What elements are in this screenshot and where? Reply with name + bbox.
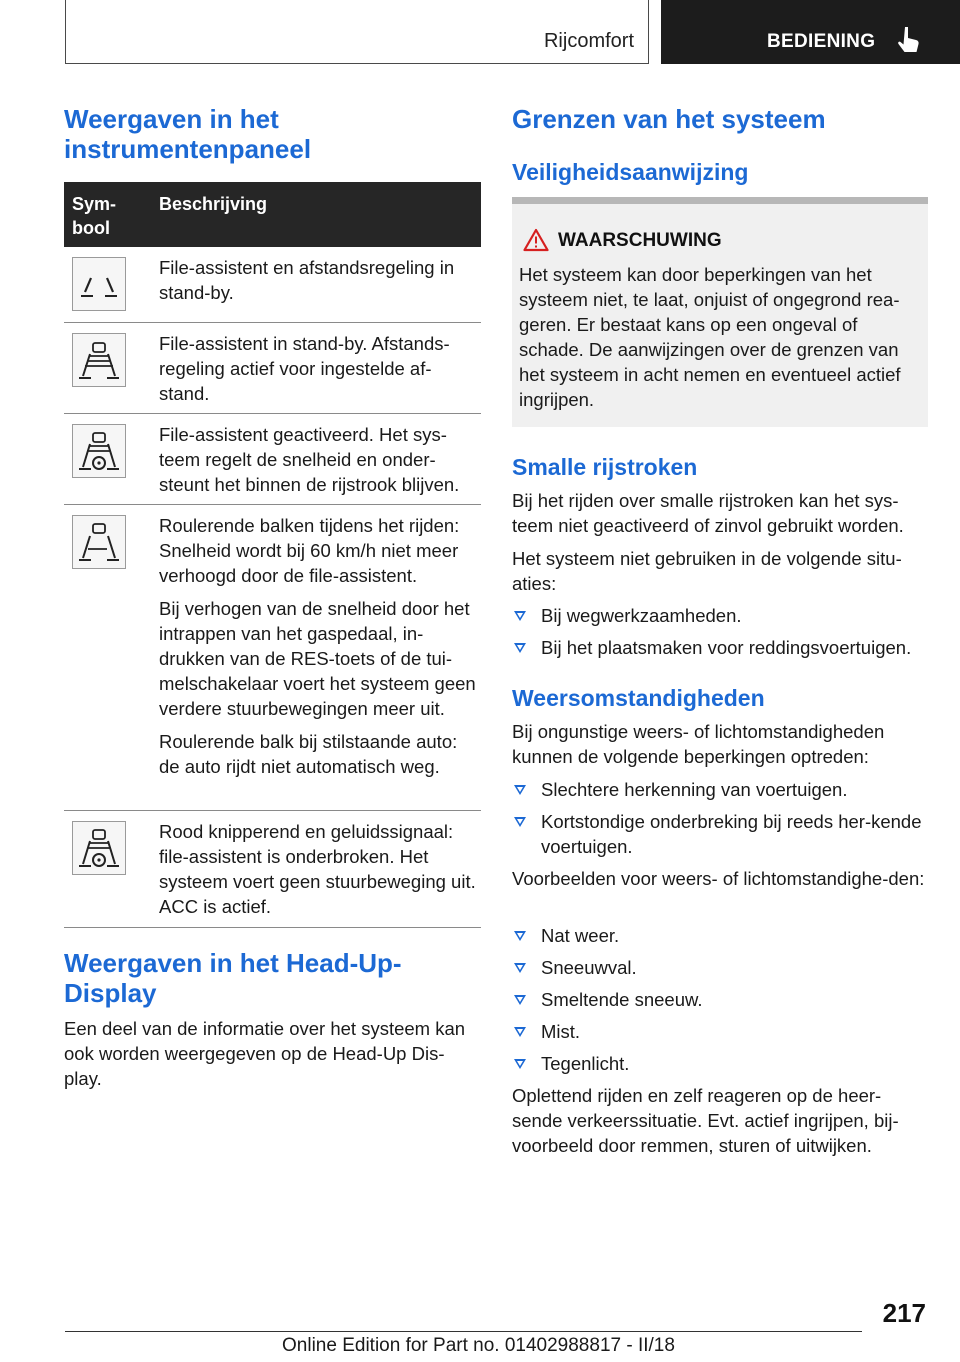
row-description: File-assistent en afstandsregeling in stand-by. xyxy=(159,257,455,303)
heading-safety-notice: Veiligheidsaanwijzing xyxy=(512,159,749,185)
car-rolling-bars-icon xyxy=(72,515,126,569)
narrow-lanes-list xyxy=(512,603,932,667)
footer-edition: Online Edition for Part no. 01402988817 - II/18 xyxy=(282,1335,675,1356)
header-chapter-title: BEDIENING xyxy=(767,31,876,52)
page-number: 217 xyxy=(882,1298,926,1328)
table-row xyxy=(64,811,481,928)
bullet-triangle-icon xyxy=(514,611,526,621)
header-chapter-box xyxy=(661,0,960,64)
footer-divider xyxy=(65,1331,862,1332)
row-description: File-assistent geactiveerd. Het sys-teem regelt de snelheid en onder-steunt het binnen de rijstrook blijven. xyxy=(159,424,460,495)
warning-title: WAARSCHUWING xyxy=(558,230,722,251)
row-description: Roulerende balk bij stilstaande auto: de auto rijdt niet automatisch weg. xyxy=(159,731,458,777)
hud-paragraph: Een deel van de informatie over het systeem kan ook worden weergegeven op de Head-Up Dis-play. xyxy=(64,1018,466,1089)
list-item: Tegenlicht. xyxy=(512,1051,932,1076)
list-item: Kortstondige onderbreking bij reeds her-kende voertuigen. xyxy=(512,809,932,859)
weather-limitations-list xyxy=(512,777,932,866)
weather-paragraph: Bij ongunstige weers- of lichtomstandigheden kunnen de volgende beperkingen optreden: xyxy=(512,721,885,767)
bullet-triangle-icon xyxy=(514,1027,526,1037)
row-description: Roulerende balken tijdens het rijden: Snelheid wordt bij 60 km/h niet meer verhoogd door de file-assistent. xyxy=(159,515,460,586)
row-description: Rood knipperend en geluidssignaal: file-assistent is onderbroken. Het systeem voert geen stuurbeweging uit. ACC is actief. xyxy=(159,821,476,917)
bullet-triangle-icon xyxy=(514,817,526,827)
bullet-triangle-icon xyxy=(514,931,526,941)
bullet-triangle-icon xyxy=(514,1059,526,1069)
driving-advice-paragraph: Oplettend rijden en zelf reageren op de heer-sende verkeerssituatie. Evt. actief ingrijpen, bij-voorbeeld door remmen, sturen of uitwijken. xyxy=(512,1085,899,1156)
narrow-lanes-paragraph: Bij het rijden over smalle rijstroken kan het sys-teem niet geactiveerd of zinvol gebruikt worden. xyxy=(512,490,904,536)
heading-head-up-display: Weergaven in het Head-Up-Display xyxy=(64,948,402,1008)
warning-text: Het systeem kan door beperkingen van het systeem niet, te laat, onjuist of ongegrond rea-geren. Er bestaat kans op een ongeval of schade. De aanwijzingen over de grenzen van het systeem in acht nemen en eventueel actief ingrijpen. xyxy=(519,264,901,410)
column-header-symbol: Sym- bool xyxy=(72,194,117,238)
bullet-triangle-icon xyxy=(514,643,526,653)
column-header-description: Beschrijving xyxy=(159,194,268,214)
header-section-box xyxy=(65,0,649,64)
list-item: Sneeuwval. xyxy=(512,955,932,980)
car-steering-active-icon xyxy=(72,424,126,478)
bullet-triangle-icon xyxy=(514,963,526,973)
list-item: Smeltende sneeuw. xyxy=(512,987,932,1012)
table-header xyxy=(64,182,481,247)
table-row xyxy=(64,414,481,505)
table-row xyxy=(64,247,481,323)
bullet-triangle-icon xyxy=(514,995,526,1005)
list-item: Nat weer. xyxy=(512,923,932,948)
list-item: Bij wegwerkzaamheden. xyxy=(512,603,932,628)
symbol-table xyxy=(64,182,481,928)
list-item: Mist. xyxy=(512,1019,932,1044)
table-row xyxy=(64,505,481,811)
warning-triangle-icon xyxy=(523,228,549,252)
header-section-title: Rijcomfort xyxy=(543,30,634,52)
weather-examples-list xyxy=(512,923,932,1083)
warning-box xyxy=(512,197,928,427)
heading-system-limits: Grenzen van het systeem xyxy=(512,104,826,134)
weather-examples-paragraph: Voorbeelden voor weers- of lichtomstandighe-den: xyxy=(512,868,925,889)
row-description: Bij verhogen van de snelheid door het intrappen van het gaspedaal, in-drukken van de RES-toets of de tui-melschakelaar voert het systeem geen verdere stuurbewegingen meer uit. xyxy=(159,598,476,719)
car-steering-interrupted-icon xyxy=(72,821,126,875)
narrow-lanes-situations-paragraph: Het systeem niet gebruiken in de volgende situ-aties: xyxy=(512,548,902,594)
row-description: File-assistent in stand-by. Afstands-regeling actief voor ingestelde af-stand. xyxy=(159,333,450,404)
list-item: Slechtere herkenning van voertuigen. xyxy=(512,777,932,802)
heading-instrument-display: Weergaven in het instrumentenpaneel xyxy=(64,104,312,164)
heading-weather: Weersomstandigheden xyxy=(512,685,765,711)
car-distance-standby-icon xyxy=(72,333,126,387)
table-row xyxy=(64,323,481,414)
heading-narrow-lanes: Smalle rijstroken xyxy=(512,454,698,480)
bullet-triangle-icon xyxy=(514,785,526,795)
list-item: Bij het plaatsmaken voor reddingsvoertuigen. xyxy=(512,635,932,660)
lane-lines-standby-icon xyxy=(72,257,126,311)
pointing-hand-icon xyxy=(896,26,920,54)
